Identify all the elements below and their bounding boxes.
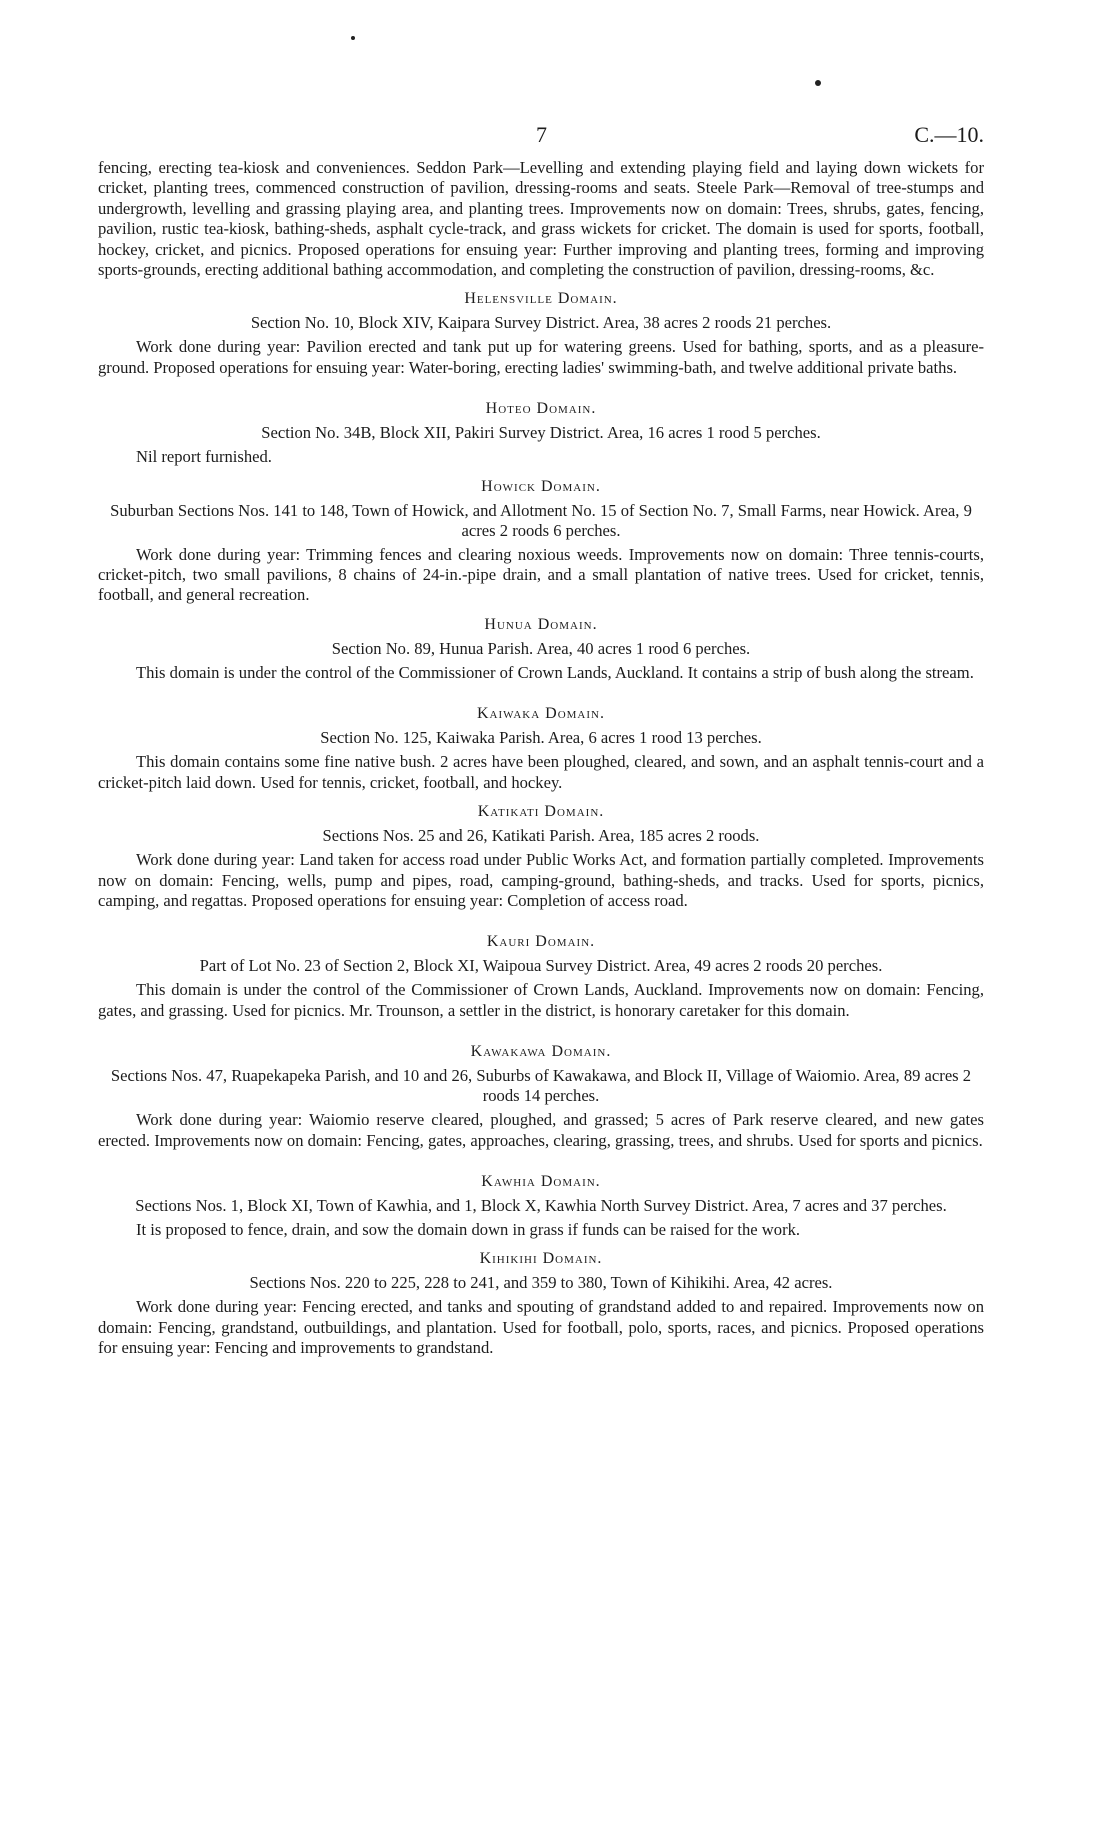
- domain-heading: Howick Domain.: [481, 477, 601, 495]
- domain-section: [98, 705, 984, 793]
- domain-section: [98, 1250, 984, 1358]
- domain-body: Nil report furnished.: [136, 447, 272, 467]
- domain-heading: Hunua Domain.: [484, 615, 598, 633]
- document-page: [98, 118, 984, 1359]
- domain-body: Work done during year: Fencing erected, and tanks and spouting of grandstand added to and repaired. Improvements now on domain: Fencing, grandstand, outbuildings, and plantation. Used for football, polo, sports, races, and picnics. Proposed operations for ensuing year: Fencing and improvements to grandstand.: [98, 1297, 984, 1358]
- domain-heading: Kauri Domain.: [486, 933, 596, 951]
- scan-speck: [351, 36, 355, 40]
- domain-body: This domain is under the control of the Commissioner of Crown Lands, Auckland. Improvements now on domain: Fencing, gates, and grassing. Used for picnics. Mr. Trounson, a settler in the district, is honorary caretaker for this domain.: [98, 980, 984, 1020]
- domain-heading: Katikati Domain.: [477, 803, 605, 821]
- page-number: 7: [536, 122, 547, 147]
- domain-heading: Kaiwaka Domain.: [477, 705, 605, 723]
- domain-body: This domain contains some fine native bush. 2 acres have been ploughed, cleared, and sown, and an asphalt tennis-court and a cricket-pitch laid down. Used for tennis, cricket, football, and hockey.: [98, 752, 984, 792]
- domain-description: Sections Nos. 220 to 225, 228 to 241, and 359 to 380, Town of Kihikihi. Area, 42 acres.: [249, 1273, 833, 1293]
- domain-description: Sections Nos. 25 and 26, Katikati Parish. Area, 185 acres 2 roods.: [322, 826, 760, 846]
- domain-section: [98, 933, 984, 1021]
- domain-body: This domain is under the control of the Commissioner of Crown Lands, Auckland. It contains a strip of bush along the stream.: [136, 662, 974, 682]
- domain-heading: Helensville Domain.: [464, 290, 618, 308]
- domain-heading: Kihikihi Domain.: [479, 1250, 603, 1268]
- domain-body: Work done during year: Land taken for access road under Public Works Act, and formation partially completed. Improvements now on domain: Fencing, wells, pump and pipes, road, camping-ground, bathing-sheds, and tracks. Used for sports, picnics, camping, and regattas. Proposed operations for ensuing year: Completion of access road.: [98, 850, 984, 910]
- page-header: [98, 118, 984, 158]
- domain-section: [98, 400, 984, 467]
- domain-description: Section No. 34B, Block XII, Pakiri Survey District. Area, 16 acres 1 rood 5 perches.: [261, 423, 821, 443]
- domain-body: Work done during year: Waiomio reserve cleared, ploughed, and grassed; 5 acres of Park reserve cleared, and new gates erected. Improvements now on domain: Fencing, gates, approaches, clearing, grassing, trees, and shrubs. Used for sports and picnics.: [98, 1110, 984, 1150]
- domain-section: [98, 1173, 984, 1240]
- domain-section: [98, 803, 984, 911]
- domain-section: [98, 616, 984, 683]
- domain-body: Work done during year: Trimming fences and clearing noxious weeds. Improvements now on domain: Three tennis-courts, cricket-pitch, two small pavilions, 8 chains of 24-in.-pipe drain, and a small plantation of native trees. Used for cricket, tennis, football, and general recreation.: [98, 544, 984, 605]
- domain-body: It is proposed to fence, drain, and sow the domain down in grass if funds can be raised for the work.: [136, 1219, 801, 1239]
- domain-section: [98, 478, 984, 606]
- domain-description: Sections Nos. 1, Block XI, Town of Kawhia, and 1, Block X, Kawhia North Survey District. Area, 7 acres and 37 perches.: [135, 1195, 947, 1215]
- domain-section: [98, 1043, 984, 1151]
- domain-description: Section No. 89, Hunua Parish. Area, 40 acres 1 rood 6 perches.: [331, 638, 751, 658]
- domain-description: Part of Lot No. 23 of Section 2, Block XI, Waipoua Survey District. Area, 49 acres 2 roods 20 perches.: [199, 956, 883, 976]
- scan-speck: [815, 80, 821, 86]
- domain-heading: Kawakawa Domain.: [470, 1043, 612, 1061]
- domain-description: Sections Nos. 47, Ruapekapeka Parish, and 10 and 26, Suburbs of Kawakawa, and Block II, Village of Waiomio. Area, 89 acres 2 roods 14 perches.: [110, 1066, 972, 1106]
- intro-paragraph: fencing, erecting tea-kiosk and conveniences. Seddon Park—Levelling and extending playing field and laying down wickets for cricket, planting trees, commenced construction of pavilion, dressing-rooms and seats. Steele Park—Removal of tree-stumps and undergrowth, levelling and grassing playing area, and planting trees. Improvements now on domain: Trees, shrubs, gates, fencing, pavilion, rustic tea-kiosk, bathing-sheds, asphalt cycle-track, and grass wickets for cricket. The domain is used for sports, football, hockey, cricket, and picnics. Proposed operations for ensuing year: Further improving and planting trees, forming and improving sports-grounds, erecting additional bathing accommodation, and completing the construction of pavilion, dressing-rooms, &c.: [98, 158, 984, 280]
- domain-description: Suburban Sections Nos. 141 to 148, Town of Howick, and Allotment No. 15 of Section No. 7, Small Farms, near Howick. Area, 9 acres 2 roods 6 perches.: [110, 500, 972, 540]
- domain-description: Section No. 10, Block XIV, Kaipara Survey District. Area, 38 acres 2 roods 21 perches.: [250, 313, 832, 333]
- domain-description: Section No. 125, Kaiwaka Parish. Area, 6 acres 1 rood 13 perches.: [320, 728, 762, 748]
- domain-heading: Kawhia Domain.: [481, 1172, 601, 1190]
- domain-heading: Hoteo Domain.: [485, 400, 597, 418]
- domain-section: [98, 290, 984, 378]
- domain-body: Work done during year: Pavilion erected and tank put up for watering greens. Used for bathing, sports, and as a pleasure-ground. Proposed operations for ensuing year: Water-boring, erecting ladies' swimming-bath, and twelve additional private baths.: [98, 337, 984, 377]
- document-code: C.—10.: [914, 122, 984, 147]
